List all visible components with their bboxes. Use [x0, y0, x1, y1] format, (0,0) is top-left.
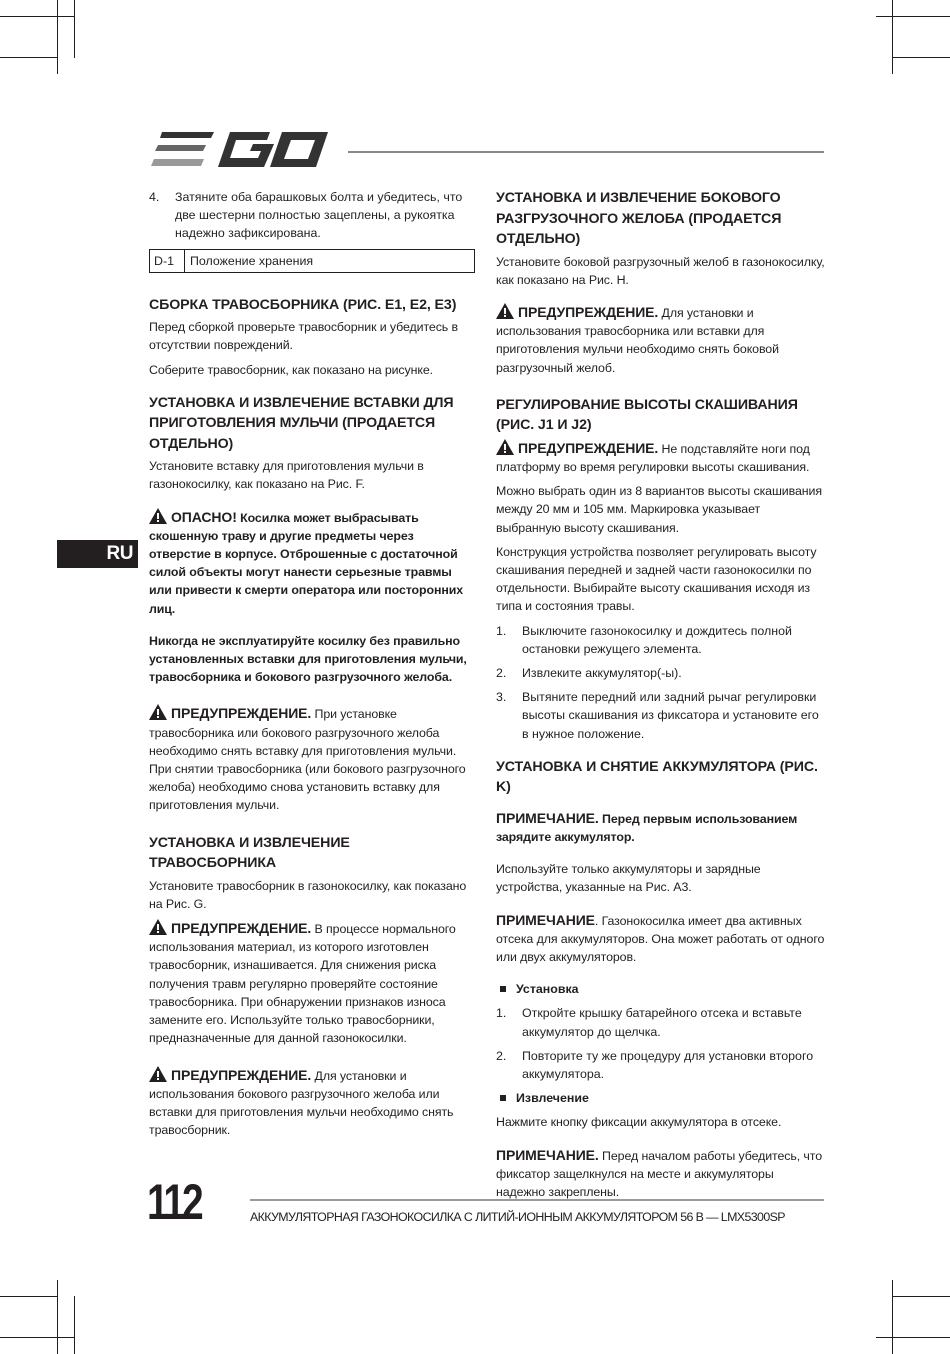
- note-text: Перед первым использованием зарядите аккумулятор.: [496, 811, 798, 844]
- warning-label: ПРЕДУПРЕЖДЕНИЕ.: [171, 705, 312, 722]
- note: [496, 1146, 826, 1202]
- list-number: 2.: [496, 665, 507, 680]
- page-number: 112: [147, 1174, 201, 1230]
- note: [496, 911, 826, 967]
- warning-icon: [496, 303, 514, 319]
- warning-label: ПРЕДУПРЕЖДЕНИЕ.: [518, 303, 659, 320]
- right-column: [496, 188, 826, 1207]
- left-column: [149, 188, 475, 1145]
- paragraph: Установите травосборник в газонокосилку, как показано на Рис. G.: [149, 878, 467, 911]
- crop-mark: [57, 1280, 58, 1354]
- note: [496, 809, 826, 846]
- table-label: Положение хранения: [190, 253, 314, 268]
- paragraph: Нажмите кнопку фиксации аккумулятора в отсеке.: [496, 1115, 782, 1130]
- crop-mark: [892, 57, 950, 58]
- crop-mark: [0, 57, 58, 58]
- list-item: [496, 1047, 826, 1083]
- warning-label: ПРЕДУПРЕЖДЕНИЕ.: [518, 439, 659, 456]
- list-number: 2.: [496, 1048, 507, 1063]
- warning-icon: [496, 439, 514, 455]
- crop-mark: [57, 0, 58, 74]
- list-text: Извлеките аккумулятор(-ы).: [522, 665, 682, 680]
- danger-text: Косилка может выбрасывать скошенную траву и другие предметы через отверстие в корпусе. Отброшенные с достаточной силой объекты могут нанести серьезные травмы или привести к смерти оператора или посторонних лиц.: [149, 510, 464, 616]
- note-text: . Газонокосилка имеет два активных отсека для аккумуляторов. Она может работать от одного или двух аккумуляторов.: [496, 913, 825, 964]
- paragraph: Установите боковой разгрузочный желоб в газонокосилку, как показано на Рис. H.: [496, 254, 825, 287]
- list-number: 1.: [496, 623, 507, 638]
- note-label: ПРИМЕЧАНИЕ.: [496, 1146, 599, 1163]
- bullet-item: [496, 980, 826, 998]
- warning-text: Для установки и использования травосборника или вставки для приготовления мульчи необходимо снять боковой разгрузочный желоб.: [496, 305, 779, 375]
- danger-notice: [149, 508, 475, 618]
- list-text: Вытяните передний или задний рычаг регулировки высоты скашивания из фиксатора и установите его в нужное положение.: [522, 690, 819, 741]
- list-text: Откройте крышку батарейного отсека и вставьте аккумулятор до щелчка.: [522, 1006, 802, 1039]
- list-number: 3.: [496, 690, 507, 705]
- danger-label: ОПАСНО!: [171, 508, 237, 525]
- list-text: Выключите газонокосилку и дождитесь полной остановки режущего элемента.: [522, 623, 792, 656]
- section-heading: УСТАНОВКА И ИЗВЛЕЧЕНИЕ БОКОВОГО РАЗГРУЗОЧНОГО ЖЕЛОБА (ПРОДАЕТСЯ ОТДЕЛЬНО): [496, 190, 782, 247]
- warning-label: ПРЕДУПРЕЖДЕНИЕ.: [171, 1066, 312, 1083]
- warning-notice: [496, 303, 826, 377]
- list-item: [496, 688, 826, 743]
- list-text: Повторите ту же процедуру для установки второго аккумулятора.: [522, 1048, 814, 1081]
- warning-icon: [149, 704, 167, 720]
- warning-text: В процессе нормального использования материал, из которого изготовлен травосборник, изнашивается. Для снижения риска получения травм регулярно проверяйте состояние травосборника. При обнаружении признаков износа замените его. Используйте только травосборники, предназначенные для данной газонокосилки.: [149, 922, 456, 1046]
- bullet-square: [500, 986, 506, 992]
- table-code: D-1: [150, 250, 185, 272]
- crop-mark: [892, 1280, 893, 1354]
- crop-mark: [876, 1337, 950, 1338]
- warning-notice: [149, 704, 475, 814]
- warning-notice: [149, 919, 475, 1047]
- crop-mark: [876, 16, 950, 17]
- list-item: [496, 622, 826, 658]
- crop-mark: [74, 1296, 75, 1354]
- paragraph: Установите вставку для приготовления мульчи в газонокосилку, как показано на Рис. F.: [149, 459, 424, 492]
- warning-text: Не подставляйте ноги под платформу во время регулировки высоты скашивания.: [496, 441, 810, 474]
- paragraph: Перед сборкой проверьте травосборник и убедитесь в отсутствии повреждений.: [149, 320, 458, 353]
- crop-mark: [0, 16, 74, 17]
- warning-notice: [496, 439, 826, 476]
- header-rule: [348, 151, 824, 153]
- paragraph: Используйте только аккумуляторы и зарядные устройства, указанные на Рис. A3.: [496, 862, 761, 895]
- note-text: Перед началом работы убедитесь, что фиксатор защелкнулся на месте и аккумуляторы надежно закреплены.: [496, 1148, 822, 1200]
- language-tab: [57, 540, 138, 568]
- section-heading: УСТАНОВКА И ИЗВЛЕЧЕНИЕ ВСТАВКИ ДЛЯ ПРИГОТОВЛЕНИЯ МУЛЬЧИ (ПРОДАЕТСЯ ОТДЕЛЬНО): [149, 394, 454, 452]
- section-heading: УСТАНОВКА И СНЯТИЕ АККУМУЛЯТОРА (РИС. K): [496, 758, 818, 796]
- crop-mark: [892, 0, 893, 74]
- bullet-text: Установка: [516, 982, 579, 997]
- paragraph: Конструкция устройства позволяет регулировать высоту скашивания передней и задней части газонокосилки по отдельности. Выбирайте высоту скашивания исходя из типа и состояния травы.: [496, 544, 817, 614]
- paragraph: Соберите травосборник, как показано на рисунке.: [149, 362, 433, 377]
- ego-logo: [150, 130, 330, 170]
- warning-text: Для установки и использования бокового разгрузочного желоба или вставки для приготовления мульчи необходимо снять травосборник.: [149, 1068, 454, 1138]
- crop-mark: [0, 1337, 74, 1338]
- list-item: [149, 188, 475, 243]
- section-heading: СБОРКА ТРАВОСБОРНИКА (РИС. E1, E2, E3): [149, 296, 457, 313]
- list-number: 4.: [149, 190, 160, 204]
- language-tab-label: RU: [106, 543, 133, 564]
- crop-mark: [892, 1296, 950, 1297]
- list-item: [496, 664, 826, 682]
- crop-mark: [74, 0, 75, 58]
- note-label: ПРИМЕЧАНИЕ.: [496, 809, 599, 826]
- note-label: ПРИМЕЧАНИЕ: [496, 911, 595, 928]
- figure-table: [149, 249, 475, 273]
- footer-rule: [250, 1199, 824, 1201]
- list-text: Затяните оба барашковых болта и убедитесь, что две шестерни полностью зацеплены, а рукоятка надежно зафиксирована.: [175, 190, 463, 241]
- paragraph: Можно выбрать один из 8 вариантов высоты скашивания между 20 мм и 105 мм. Маркировка указывает выбранную высоту скашивания.: [496, 484, 822, 535]
- section-heading: УСТАНОВКА И ИЗВЛЕЧЕНИЕ ТРАВОСБОРНИКА: [149, 834, 350, 872]
- bullet-text: Извлечение: [516, 1091, 589, 1106]
- section-heading: РЕГУЛИРОВАНИЕ ВЫСОТЫ СКАШИВАНИЯ (РИС. J1 И J2): [496, 396, 798, 434]
- warning-label: ПРЕДУПРЕЖДЕНИЕ.: [171, 920, 312, 937]
- paragraph-bold: Никогда не эксплуатируйте косилку без правильно установленных вставки для приготовления мульчи, травосборника и бокового разгрузочного желоба.: [149, 633, 467, 685]
- bullet-square: [500, 1095, 506, 1101]
- list-item: [496, 1004, 826, 1040]
- footer-title: АККУМУЛЯТОРНАЯ ГАЗОНОКОСИЛКА С ЛИТИЙ-ИОННЫМ АККУМУЛЯТОРОМ 56 В — LMX5300SP: [250, 1210, 785, 1224]
- bullet-item: [496, 1089, 826, 1107]
- list-number: 1.: [496, 1006, 507, 1021]
- warning-icon: [149, 1066, 167, 1082]
- warning-text: При установке травосборника или бокового разгрузочного желоба необходимо снять вставку для приготовления мульчи. При снятии травосборника (или бокового разгрузочного желоба) необходимо снова установить вставку для приготовления мульчи.: [149, 707, 466, 813]
- warning-notice: [149, 1066, 475, 1140]
- warning-icon: [149, 919, 167, 935]
- warning-icon: [149, 508, 167, 524]
- crop-mark: [0, 1296, 58, 1297]
